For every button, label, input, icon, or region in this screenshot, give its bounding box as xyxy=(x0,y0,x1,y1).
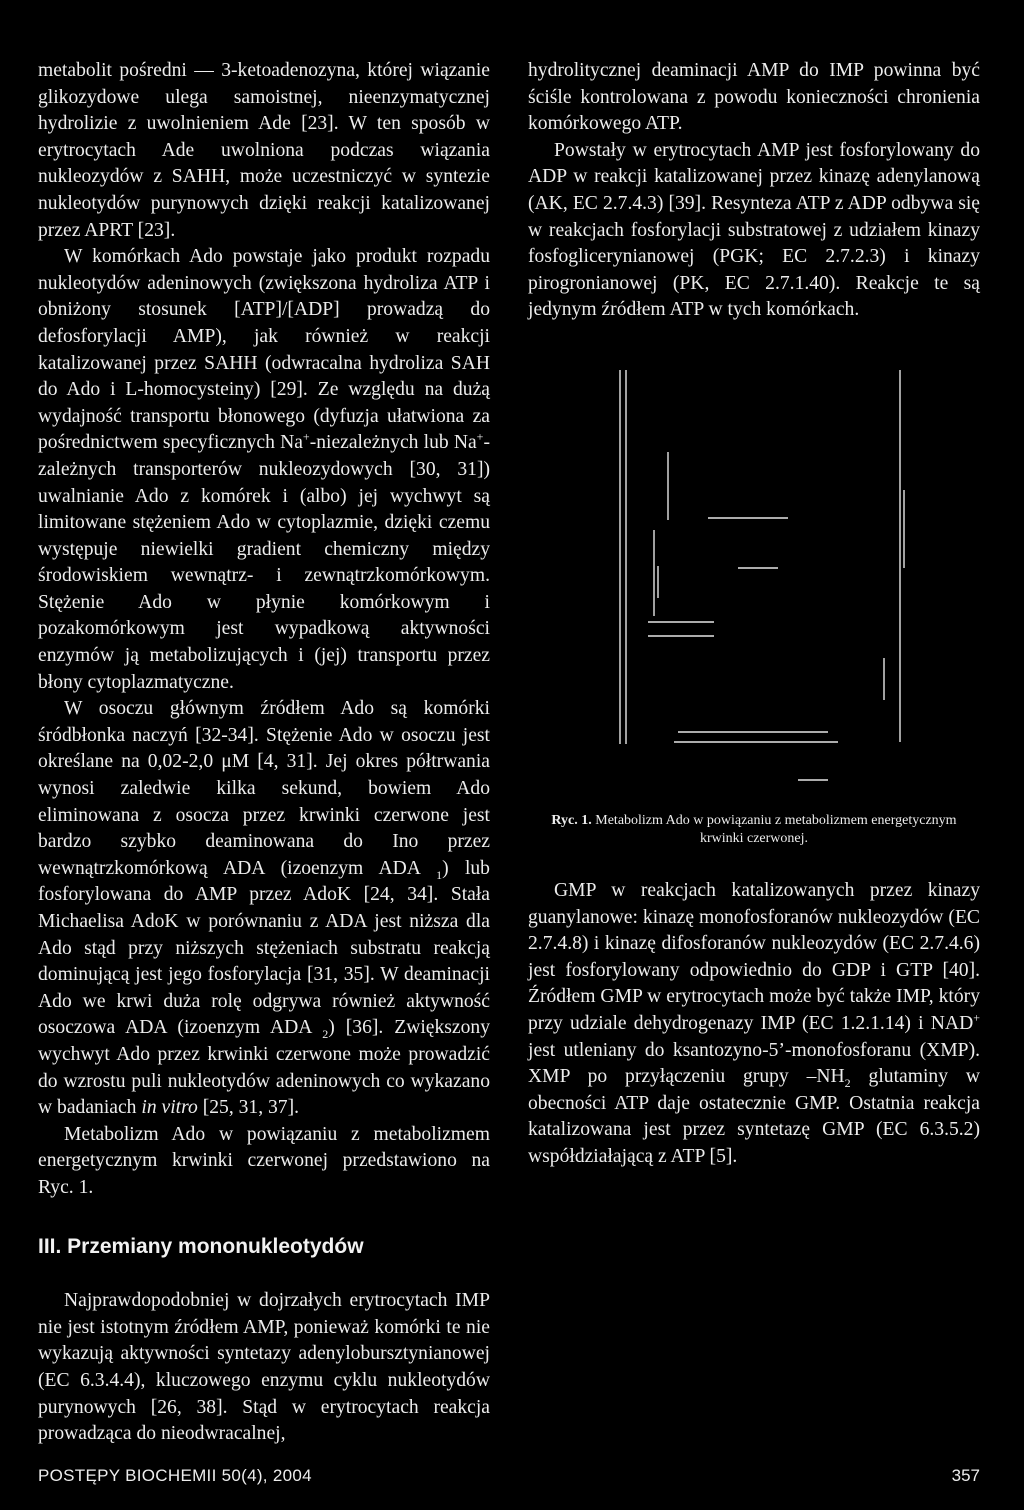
paragraph: Najprawdopodobniej w dojrzałych erytrocytach IMP nie jest istotnym źródłem AMP, ponieważ komórki te nie wykazują aktywności syntetazy adenylobursztynianowej (EC 6.3.4.4), kluczowego enzymu cyklu nukleotydów purynowych [26, 38]. Stąd w erytrocytach reakcja prowadząca do nieodwracalnej, xyxy=(38,1290,490,1445)
paragraph: hydrolitycznej deaminacji AMP do IMP powinna być ściśle kontrolowana z powodu konieczności chronienia komórkowego ATP. xyxy=(528,60,980,135)
paragraph: Powstały w erytrocytach AMP jest fosforylowany do ADP w reakcji katalizowanej przez kinazę adenylanową (AK, EC 2.7.4.3) [39]. Resynteza ATP z ADP odbywa się w reakcjach fosforylacji substratowej z udziałem kinazy fosfoglicerynianowej (PGK; EC 2.7.2.3) i kinazy pirogronianowej (PK, EC 2.7.1.40). Reakcje te są jedynym źródłem ATP w tych komórkach. xyxy=(528,139,980,321)
paragraph: Metabolizm Ado w powiązaniu z metabolizmem energetycznym krwinki czerwonej przedstawiono na Ryc. 1. xyxy=(38,1123,490,1198)
figure-caption: Ryc. 1. Metabolizm Ado w powiązaniu z metabolizmem energetycznym krwinki czerwonej. xyxy=(551,812,957,846)
right-column xyxy=(528,58,980,1170)
left-column xyxy=(38,58,490,1448)
page-number: 357 xyxy=(951,1466,980,1485)
paragraph: metabolit pośredni — 3-ketoadenozyna, której wiązanie glikozydowe ulega samoistnej, nieenzymatycznej hydrolizie z uwolnieniem Ade [23]. W ten sposób w erytrocytach Ade uwolniona podczas wiązania nukleozydów z SAHH, może uczestniczyć w syntezie nukleotydów purynowych dzięki reakcji katalizowanej przez APRT [23]. xyxy=(38,60,490,241)
paragraph: W komórkach Ado powstaje jako produkt rozpadu nukleotydów adeninowych (zwiększona hydroliza ATP i obniżony stosunek [ATP]/[ADP] prowadzą do defosforylacji AMP), jak również w reakcji katalizowanej przez SAHH (odwracalna hydroliza SAH do Ado i L-homocysteiny) [29]. Ze względu na dużą wydajność transportu błonowego (dyfuzja ułatwiona za pośrednictwem specyficznych Na+-niezależnych lub Na+-zależnych transporterów nukleozydowych [30, 31]) uwalnianie Ado z komórek i (albo) jej wychwyt są limitowane stężeniem Ado w cytoplazmie, dzięki czemu występuje niewielki gradient chemiczny między środowiskiem wewnątrz- i zewnątrzkomórkowym. Stężenie Ado w płynie komórkowym i pozakomórkowym jest wypadkową aktywności enzymów ją metabolizujących i (jej) transportu przez błony cytoplazmatyczne. xyxy=(38,246,490,693)
figure-diagram xyxy=(528,370,980,790)
paragraph: W osoczu głównym źródłem Ado są komórki śródbłonka naczyń [32-34]. Stężenie Ado w osoczu jest określane na 0,02-2,0 μM [4, 31]. Jej okres półtrwania wynosi zaledwie kilka sekund, bowiem Ado eliminowana z osocza przez krwinki czerwone jest bardzo szybko deaminowana do Ino przez wewnątrzkomórkową ADA (izoenzym ADA $_1$) lub fosforylowana do AMP przez AdoK [24, 34]. Stała Michaelisa AdoK w porównaniu z ADA jest niższa dla Ado stąd przy niższych stężeniach substratu reakcją dominującą jest jego fosforylacja [31, 35]. W deaminacji Ado we krwi duża rolę odgrywa również aktywność osoczowa ADA (izoenzym ADA $_2$) [36]. Zwiększony wychwyt Ado przez krwinki czerwone może prowadzić do wzrostu puli nukleotydów adeninowych co wykazano w badaniach in vitro [25, 31, 37]. xyxy=(38,698,490,1119)
paragraph: GMP w reakcjach katalizowanych przez kinazy guanylanowe: kinazę monofosforanów nukleozydów (EC 2.7.4.8) i kinazę difosforanów nukleozydów (EC 2.7.4.6) jest fosforylowany odpowiednio do GDP i GTP [40]. Źródłem GMP w erytrocytach może być także IMP, który przy udziale dehydrogenazy IMP (EC 1.2.1.14) i NAD+ jest utleniany do ksantozyno-5’-monofosforanu (XMP). XMP po przyłączeniu grupy $-NH_2$ glutaminy w obecności ATP daje ostatecznie GMP. Ostatnia reakcja katalizowana jest przez syntetazę GMP (EC 6.3.5.2) współdziałającą z ATP [5]. xyxy=(528,879,980,1167)
figure-lines xyxy=(528,370,980,790)
journal-footer: POSTĘPY BIOCHEMII 50(4), 2004 xyxy=(38,1466,312,1485)
section-heading: III. Przemiany mononukleotydów xyxy=(38,1234,364,1258)
